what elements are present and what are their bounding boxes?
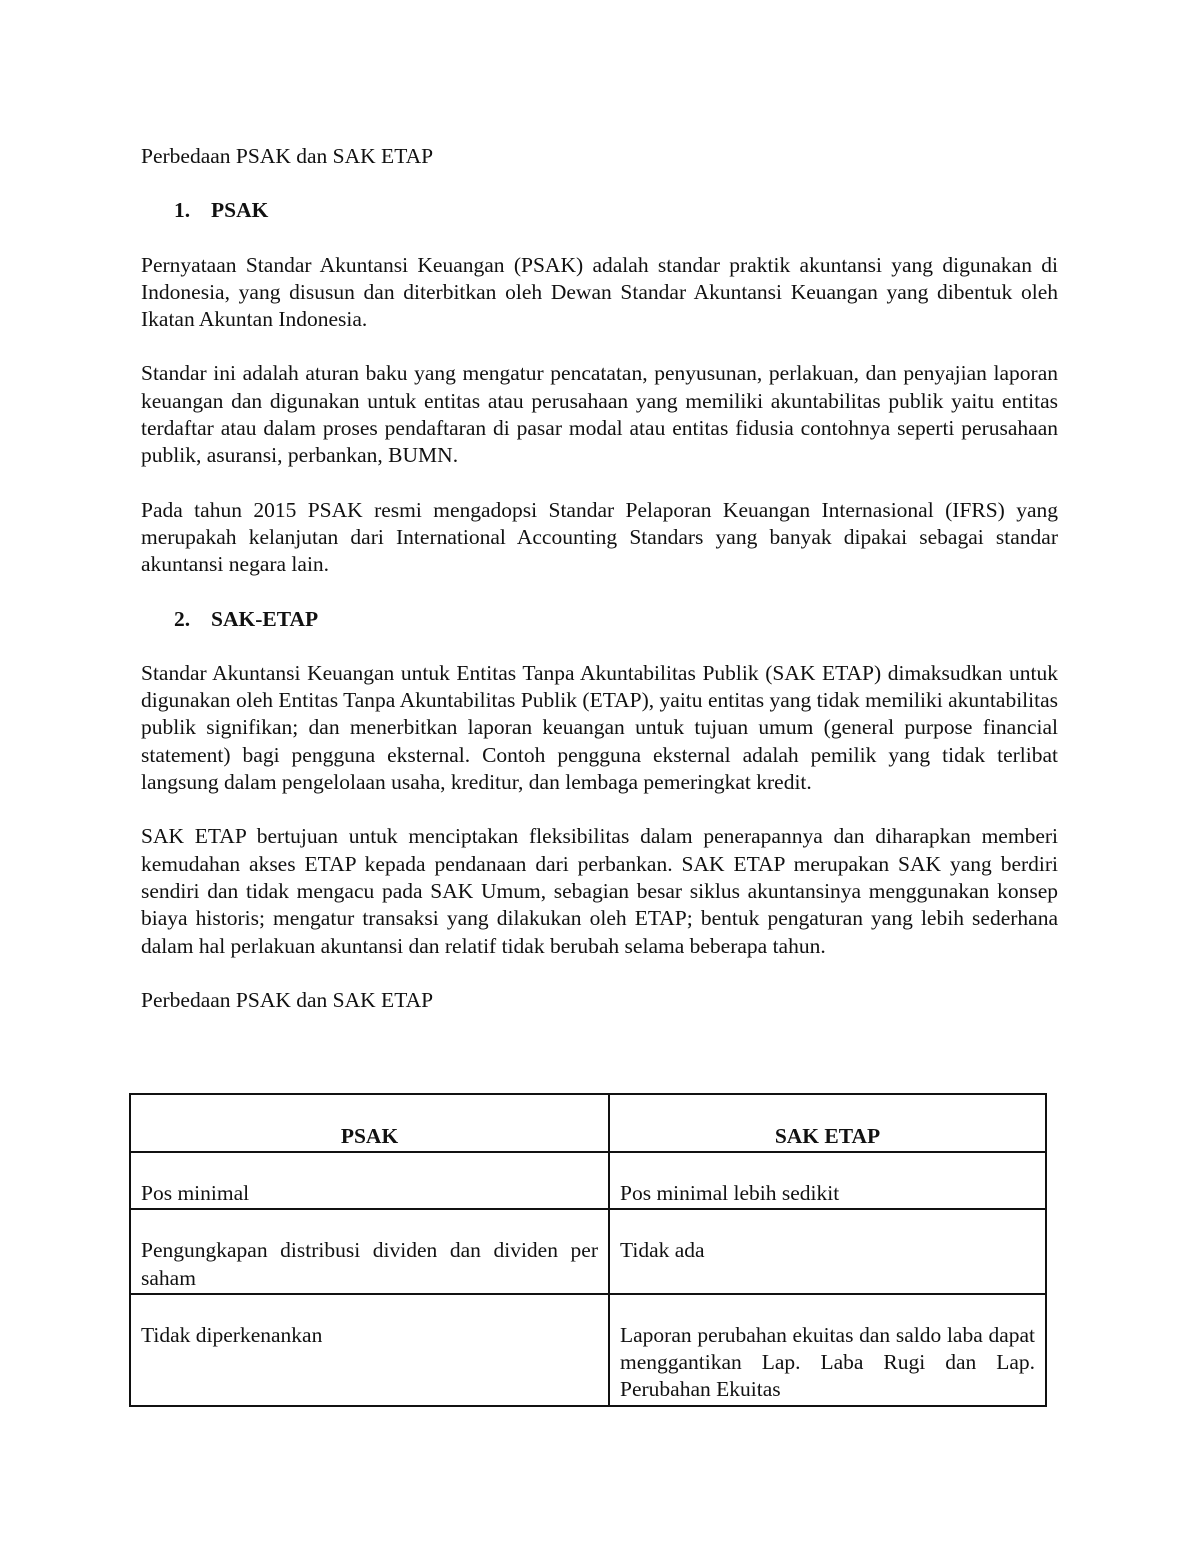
- table-cell: [130, 1294, 609, 1406]
- document-title: Perbedaan PSAK dan SAK ETAP: [141, 144, 434, 168]
- table-header-row: [130, 1094, 1046, 1152]
- section-number: 1.: [174, 198, 191, 223]
- table-row: [130, 1152, 1046, 1209]
- table-cell: [130, 1152, 609, 1209]
- section-heading-psak: [141, 197, 1058, 224]
- cell-text: Pos minimal lebih sedikit: [620, 1181, 840, 1205]
- table-header-psak: PSAK: [130, 1094, 609, 1152]
- cell-text: Tidak diperkenankan: [141, 1322, 323, 1347]
- table-cell: [609, 1294, 1046, 1406]
- cell-text: Pengungkapan distribusi dividen dan dividen per saham: [141, 1238, 598, 1290]
- table-row: [130, 1209, 1046, 1294]
- paragraph: Standar ini adalah aturan baku yang mengatur pencatatan, penyusunan, perlakuan, dan penyajian laporan keuangan dan digunakan untuk entitas atau perusahaan yang memiliki akuntabilitas publik yaitu entitas terdaftar atau dalam proses pendaftaran di pasar modal atau entitas fidusia contohnya seperti perusahaan publik, asuransi, perbankan, BUMN.: [141, 361, 1058, 468]
- table-cell: [609, 1152, 1046, 1209]
- table-caption: Perbedaan PSAK dan SAK ETAP: [141, 987, 434, 1012]
- section-heading-sak-etap: [141, 606, 1058, 633]
- cell-text: Laporan perubahan ekuitas dan saldo laba dapat menggantikan Lap. Laba Rugi dan Lap. Perubahan Ekuitas: [620, 1322, 1035, 1402]
- section-number: 2.: [174, 606, 191, 631]
- paragraph: Pada tahun 2015 PSAK resmi mengadopsi Standar Pelaporan Keuangan Internasional (IFRS) yang merupakah kelanjutan dari International Accounting Standars yang banyak dipakai sebagai standar akuntansi negara lain.: [141, 497, 1058, 577]
- table-cell: [130, 1209, 609, 1294]
- cell-text: Tidak ada: [620, 1238, 705, 1263]
- paragraph: SAK ETAP bertujuan untuk menciptakan fleksibilitas dalam penerapannya dan diharapkan memberi kemudahan akses ETAP kepada pendanaan dari perbankan. SAK ETAP merupakan SAK yang berdiri sendiri dan tidak mengacu pada SAK Umum, sebagian besar siklus akuntansinya menggunakan konsep biaya historis; mengatur transaksi yang dilakukan oleh ETAP; bentuk pengaturan yang lebih sederhana dalam hal perlakuan akuntansi dan relatif tidak berubah selama beberapa tahun.: [141, 824, 1058, 958]
- paragraph: Pernyataan Standar Akuntansi Keuangan (PSAK) adalah standar praktik akuntansi yang digunakan di Indonesia, yang disusun dan diterbitkan oleh Dewan Standar Akuntansi Keuangan yang dibentuk oleh Ikatan Akuntan Indonesia.: [141, 252, 1058, 332]
- table-cell: [609, 1209, 1046, 1294]
- table-header-sak-etap: SAK ETAP: [609, 1094, 1046, 1152]
- section-title: PSAK: [211, 198, 269, 223]
- table-row: [130, 1294, 1046, 1406]
- comparison-table: [129, 1093, 1047, 1407]
- section-title: SAK-ETAP: [211, 606, 319, 631]
- cell-text: Pos minimal: [141, 1181, 250, 1205]
- document-page: [141, 143, 1058, 1034]
- paragraph: Standar Akuntansi Keuangan untuk Entitas Tanpa Akuntabilitas Publik (SAK ETAP) dimaksudkan untuk digunakan oleh Entitas Tanpa Akuntabilitas Publik (ETAP), yaitu entitas yang tidak memiliki akuntabilitas publik signifikan; dan menerbitkan laporan keuangan untuk tujuan umum (general purpose financial statement) bagi pengguna eksternal. Contoh pengguna eksternal adalah pemilik yang tidak terlibat langsung dalam pengelolaan usaha, kreditur, dan lembaga pemeringkat kredit.: [141, 660, 1058, 795]
